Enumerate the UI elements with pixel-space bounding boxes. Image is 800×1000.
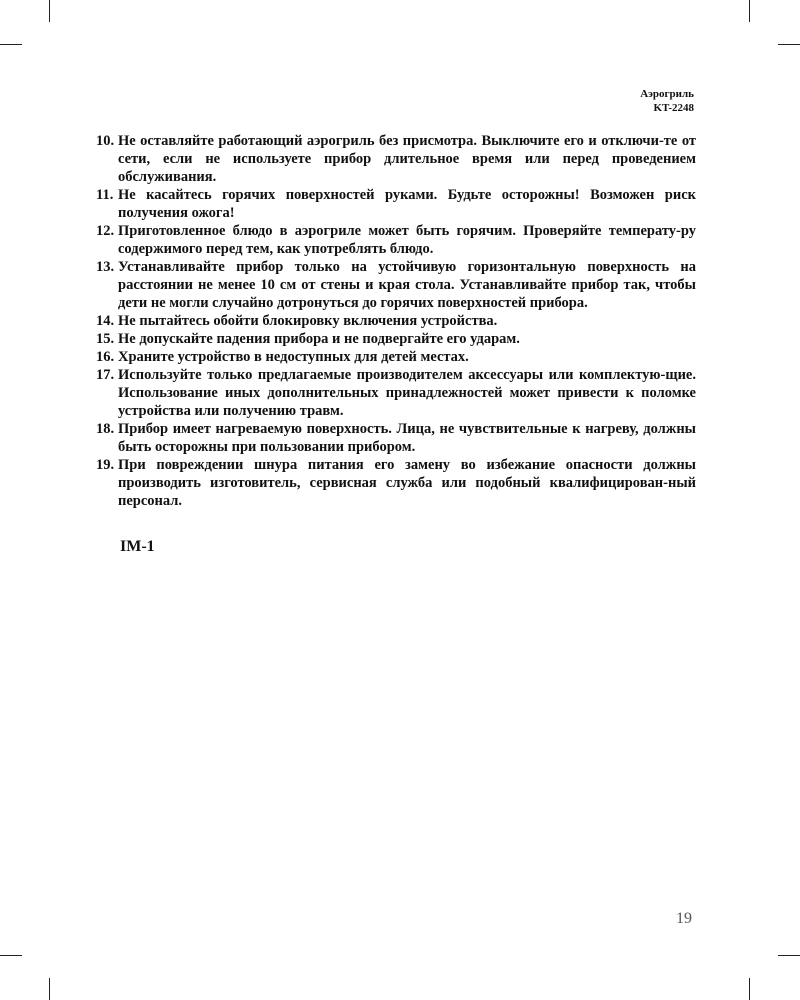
list-item xyxy=(96,456,696,510)
crop-mark xyxy=(49,978,50,1000)
list-item xyxy=(96,132,696,186)
item-number: 12. xyxy=(96,223,115,239)
list-item xyxy=(96,366,696,420)
item-text: Храните устройство в недоступных для детей местах. xyxy=(118,349,469,365)
item-number: 13. xyxy=(96,259,115,275)
page-number: 19 xyxy=(676,910,692,927)
item-number: 16. xyxy=(96,349,115,365)
crop-mark xyxy=(749,0,750,22)
crop-mark xyxy=(0,955,22,956)
list-item xyxy=(96,186,696,222)
item-text: Прибор имеет нагреваемую поверхность. Лица, не чувствительные к нагреву, должны быть осторожны при пользовании прибором. xyxy=(118,421,696,455)
item-text: При повреждении шнура питания его замену во избежание опасности должны производить изготовитель, сервисная служба или подобный квалифицирован-ный персонал. xyxy=(118,457,696,509)
item-text: Не допускайте падения прибора и не подвергайте его ударам. xyxy=(118,331,520,347)
item-number: 18. xyxy=(96,421,115,437)
safety-instructions-list xyxy=(96,132,696,510)
item-text: Не пытайтесь обойти блокировку включения устройства. xyxy=(118,313,498,329)
item-number: 11. xyxy=(96,187,114,203)
item-text: Используйте только предлагаемые производителем аксессуары или комплектую-щие. Использование иных дополнительных принадлежностей может привести к поломке устройства или получению травм. xyxy=(118,367,696,419)
item-number: 17. xyxy=(96,367,115,383)
header-model: KT-2248 xyxy=(653,102,694,114)
list-item xyxy=(96,420,696,456)
item-number: 19. xyxy=(96,457,115,473)
item-number: 15. xyxy=(96,331,115,347)
crop-mark xyxy=(778,955,800,956)
list-item xyxy=(96,312,696,330)
item-number: 14. xyxy=(96,313,115,329)
header-product: Аэрогриль xyxy=(640,88,694,100)
item-text: Приготовленное блюдо в аэрогриле может быть горячим. Проверяйте температу-ру содержимого перед тем, как употреблять блюдо. xyxy=(118,223,696,257)
list-item xyxy=(96,222,696,258)
document-code: IM-1 xyxy=(120,538,155,555)
list-item xyxy=(96,258,696,312)
item-text: Устанавливайте прибор только на устойчивую горизонтальную поверхность на расстоянии не менее 10 см от стены и края стола. Устанавливайте прибор так, чтобы дети не могли случайно дотронуться до горячих поверхностей прибора. xyxy=(118,259,696,311)
list-item xyxy=(96,330,696,348)
crop-mark xyxy=(49,0,50,22)
crop-mark xyxy=(778,44,800,45)
item-text: Не оставляйте работающий аэрогриль без присмотра. Выключите его и отключи-те от сети, если не используете прибор длительное время или перед проведением обслуживания. xyxy=(118,133,696,185)
item-text: Не касайтесь горячих поверхностей руками. Будьте осторожны! Возможен риск получения ожога! xyxy=(118,187,696,221)
running-header xyxy=(640,87,694,115)
crop-mark xyxy=(0,44,22,45)
list-item xyxy=(96,348,696,366)
crop-mark xyxy=(749,978,750,1000)
item-number: 10. xyxy=(96,133,115,149)
